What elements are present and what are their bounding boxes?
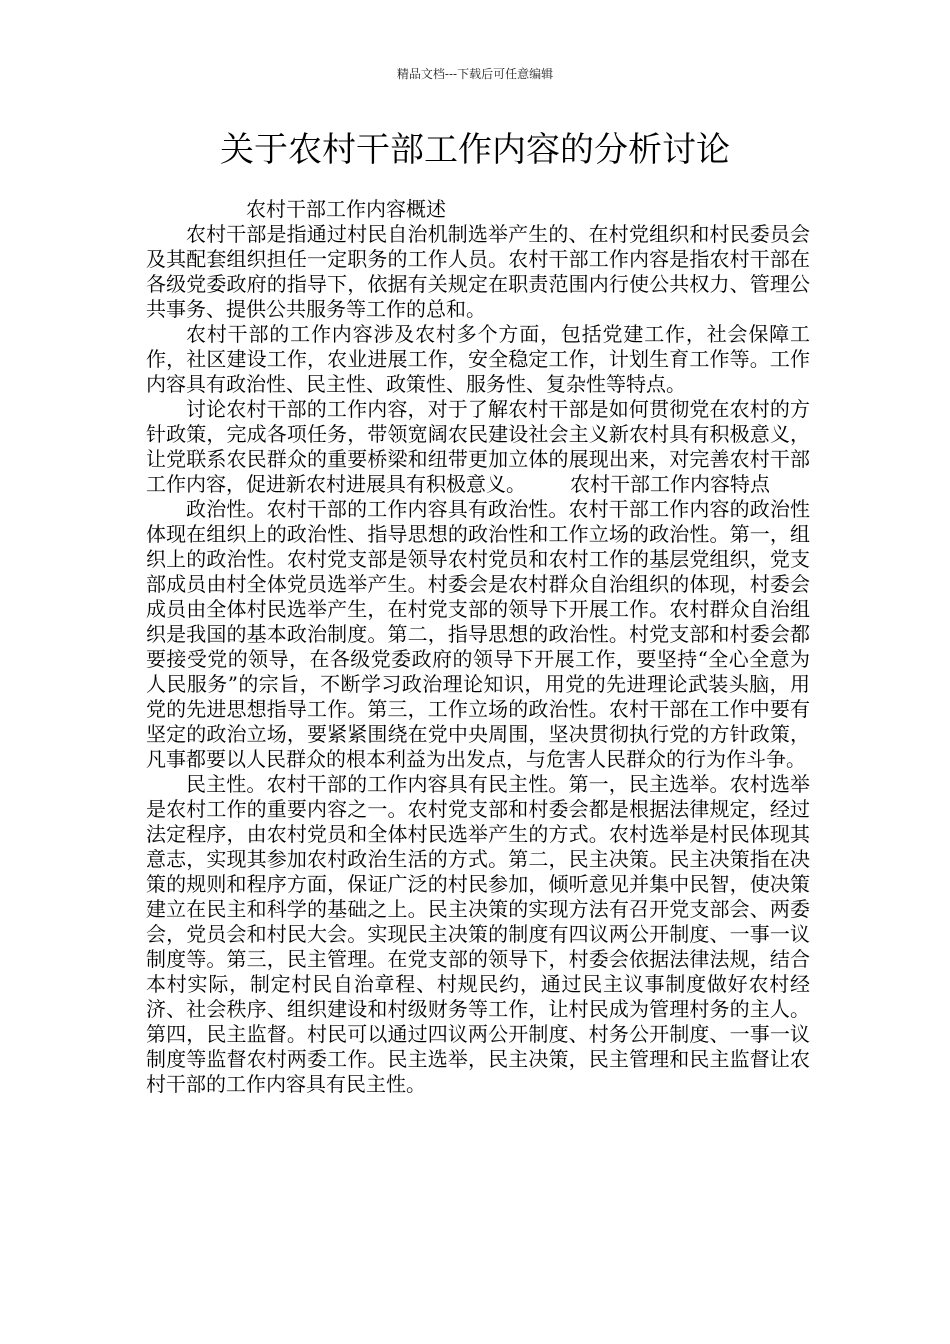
document-body	[146, 197, 810, 1097]
paragraph-significance-text: 讨论农村干部的工作内容，对于了解农村干部是如何贯彻党在农村的方针政策，完成各项任务，带领宽阔农民建设社会主义新农村具有积极意义，让党联系农民群众的重要桥梁和纽带更加立体的展现出来，对完善农村干部工作内容，促进新农村进展具有积极意义。	[146, 397, 810, 496]
paragraph-definition: 农村干部是指通过村民自治机制选举产生的、在村党组织和村民委员会及其配套组织担任一定职务的工作人员。农村干部工作内容是指农村干部在各级党委政府的指导下，依据有关规定在职责范围内行使公共权力、管理公共事务、提供公共服务等工作的总和。	[146, 222, 810, 321]
section-heading-features: 农村干部工作内容特点	[570, 472, 770, 496]
paragraph-political: 政治性。农村干部的工作内容具有政治性。农村干部工作内容的政治性体现在组织上的政治性、指导思想的政治性和工作立场的政治性。第一，组织上的政治性。农村党支部是领导农村党员和农村工作的基层党组织，党支部成员由村全体党员选举产生。村委会是农村群众自治组织的体现，村委会成员由全体村民选举产生，在村党支部的领导下开展工作。农村群众自治组织是我国的基本政治制度。第二，指导思想的政治性。村党支部和村委会都要接受党的领导，在各级党委政府的领导下开展工作，要坚持“全心全意为人民服务”的宗旨，不断学习政治理论知识，用党的先进理论武装头脑，用党的先进思想指导工作。第三，工作立场的政治性。农村干部在工作中要有坚定的政治立场，要紧紧围绕在党中央周围，坚决贯彻执行党的方针政策，凡事都要以人民群众的根本利益为出发点，与危害人民群众的行为作斗争。	[146, 497, 810, 771]
header-note: 精品文档---下载后可任意编辑	[396, 67, 554, 81]
document-title: 关于农村干部工作内容的分析讨论	[220, 130, 730, 170]
paragraph-scope: 农村干部的工作内容涉及农村多个方面，包括党建工作，社会保障工作，社区建设工作，农业进展工作，安全稳定工作，计划生育工作等。工作内容具有政治性、民主性、政策性、服务性、复杂性等特点。	[146, 322, 810, 396]
paragraph-significance	[146, 397, 810, 497]
section-heading-overview: 农村干部工作内容概述	[246, 197, 446, 221]
paragraph-democratic: 民主性。农村干部的工作内容具有民主性。第一，民主选举。农村选举是农村工作的重要内容之一。农村党支部和村委会都是根据法律规定，经过法定程序，由农村党员和全体村民选举产生的方式。农村选举是村民体现其意志，实现其参加农村政治生活的方式。第二，民主决策。民主决策指在决策的规则和程序方面，保证广泛的村民参加，倾听意见并集中民智，使决策建立在民主和科学的基础之上。民主决策的实现方法有召开党支部会、两委会，党员会和村民大会。实现民主决策的制度有四议两公开制度、一事一议制度等。第三，民主管理。在党支部的领导下，村委会依据法律法规，结合本村实际，制定村民自治章程、村规民约，通过民主议事制度做好农村经济、社会秩序、组织建设和村级财务等工作，让村民成为管理村务的主人。第四，民主监督。村民可以通过四议两公开制度、村务公开制度、一事一议制度等监督农村两委工作。民主选举，民主决策，民主管理和民主监督让农村干部的工作内容具有民主性。	[146, 772, 810, 1096]
